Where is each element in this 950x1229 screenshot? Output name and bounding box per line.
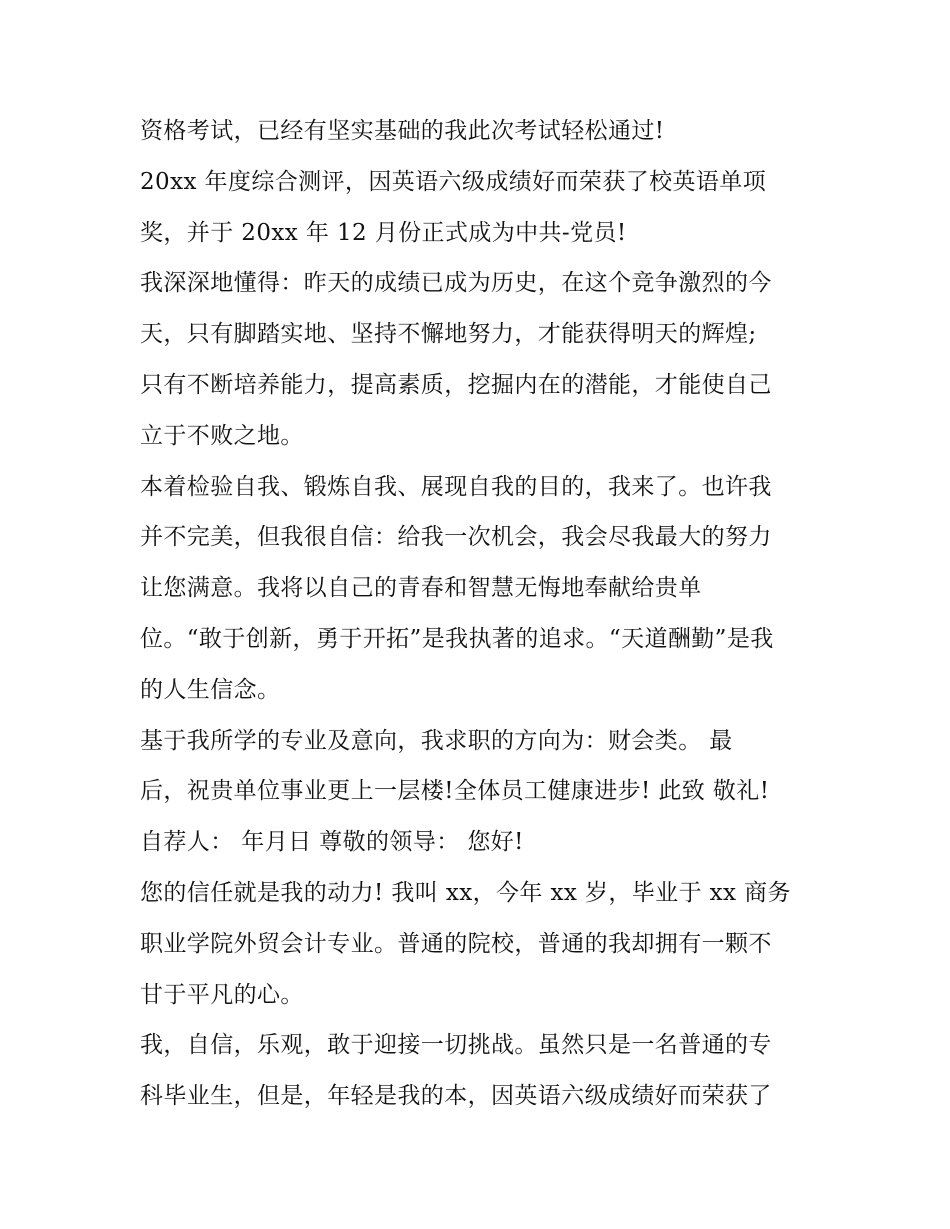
text-line: 让您满意。我将以自己的青春和智慧无悔地奉献给贵单 bbox=[140, 575, 702, 602]
text-line: 位。“敢于创新，勇于开拓”是我执著的追求。“天道酬勤”是我 bbox=[140, 625, 774, 652]
text-line: 奖，并于 20xx 年 12 月份正式成为中共-党员! bbox=[140, 219, 627, 246]
text-line: 我深深地懂得：昨天的成绩已成为历史，在这个竞争激烈的今 bbox=[140, 270, 772, 297]
text-line: 天，只有脚踏实地、坚持不懈地努力，才能获得明天的辉煌; bbox=[140, 321, 757, 348]
text-line: 基于我所学的专业及意向，我求职的方向为：财会类。 最 bbox=[140, 727, 733, 754]
text-line: 只有不断培养能力，提高素质，挖掘内在的潜能，才能使自己 bbox=[140, 371, 772, 398]
text-line: 资格考试，已经有坚实基础的我此次考试轻松通过! bbox=[140, 118, 665, 144]
text-line: 科毕业生，但是，年轻是我的本，因英语六级成绩好而荣获了 bbox=[140, 1083, 772, 1110]
text-line: 甘于平凡的心。 bbox=[140, 981, 304, 1008]
document-body bbox=[140, 106, 830, 1122]
text-line: 职业学院外贸会计专业。普通的院校，普通的我却拥有一颗不 bbox=[140, 930, 772, 957]
text-line: 您的信任就是我的动力! 我叫 xx，今年 xx 岁，毕业于 xx 商务 bbox=[140, 879, 791, 906]
text-line: 的人生信念。 bbox=[140, 676, 281, 703]
text-line: 我，自信，乐观，敢于迎接一切挑战。虽然只是一名普通的专 bbox=[140, 1032, 772, 1059]
text-line: 自荐人： 年月日 尊敬的领导： 您好! bbox=[140, 829, 524, 856]
text-line: 并不完美，但我很自信：给我一次机会，我会尽我最大的努力 bbox=[140, 524, 772, 551]
text-line: 立于不败之地。 bbox=[140, 422, 304, 449]
text-line: 本着检验自我、锻炼自我、展现自我的目的，我来了。也许我 bbox=[140, 473, 772, 500]
text-line: 20xx 年度综合测评，因英语六级成绩好而荣获了校英语单项 bbox=[140, 168, 767, 195]
text-line: 后，祝贵单位事业更上一层楼!全体员工健康进步! 此致 敬礼! bbox=[140, 778, 770, 805]
